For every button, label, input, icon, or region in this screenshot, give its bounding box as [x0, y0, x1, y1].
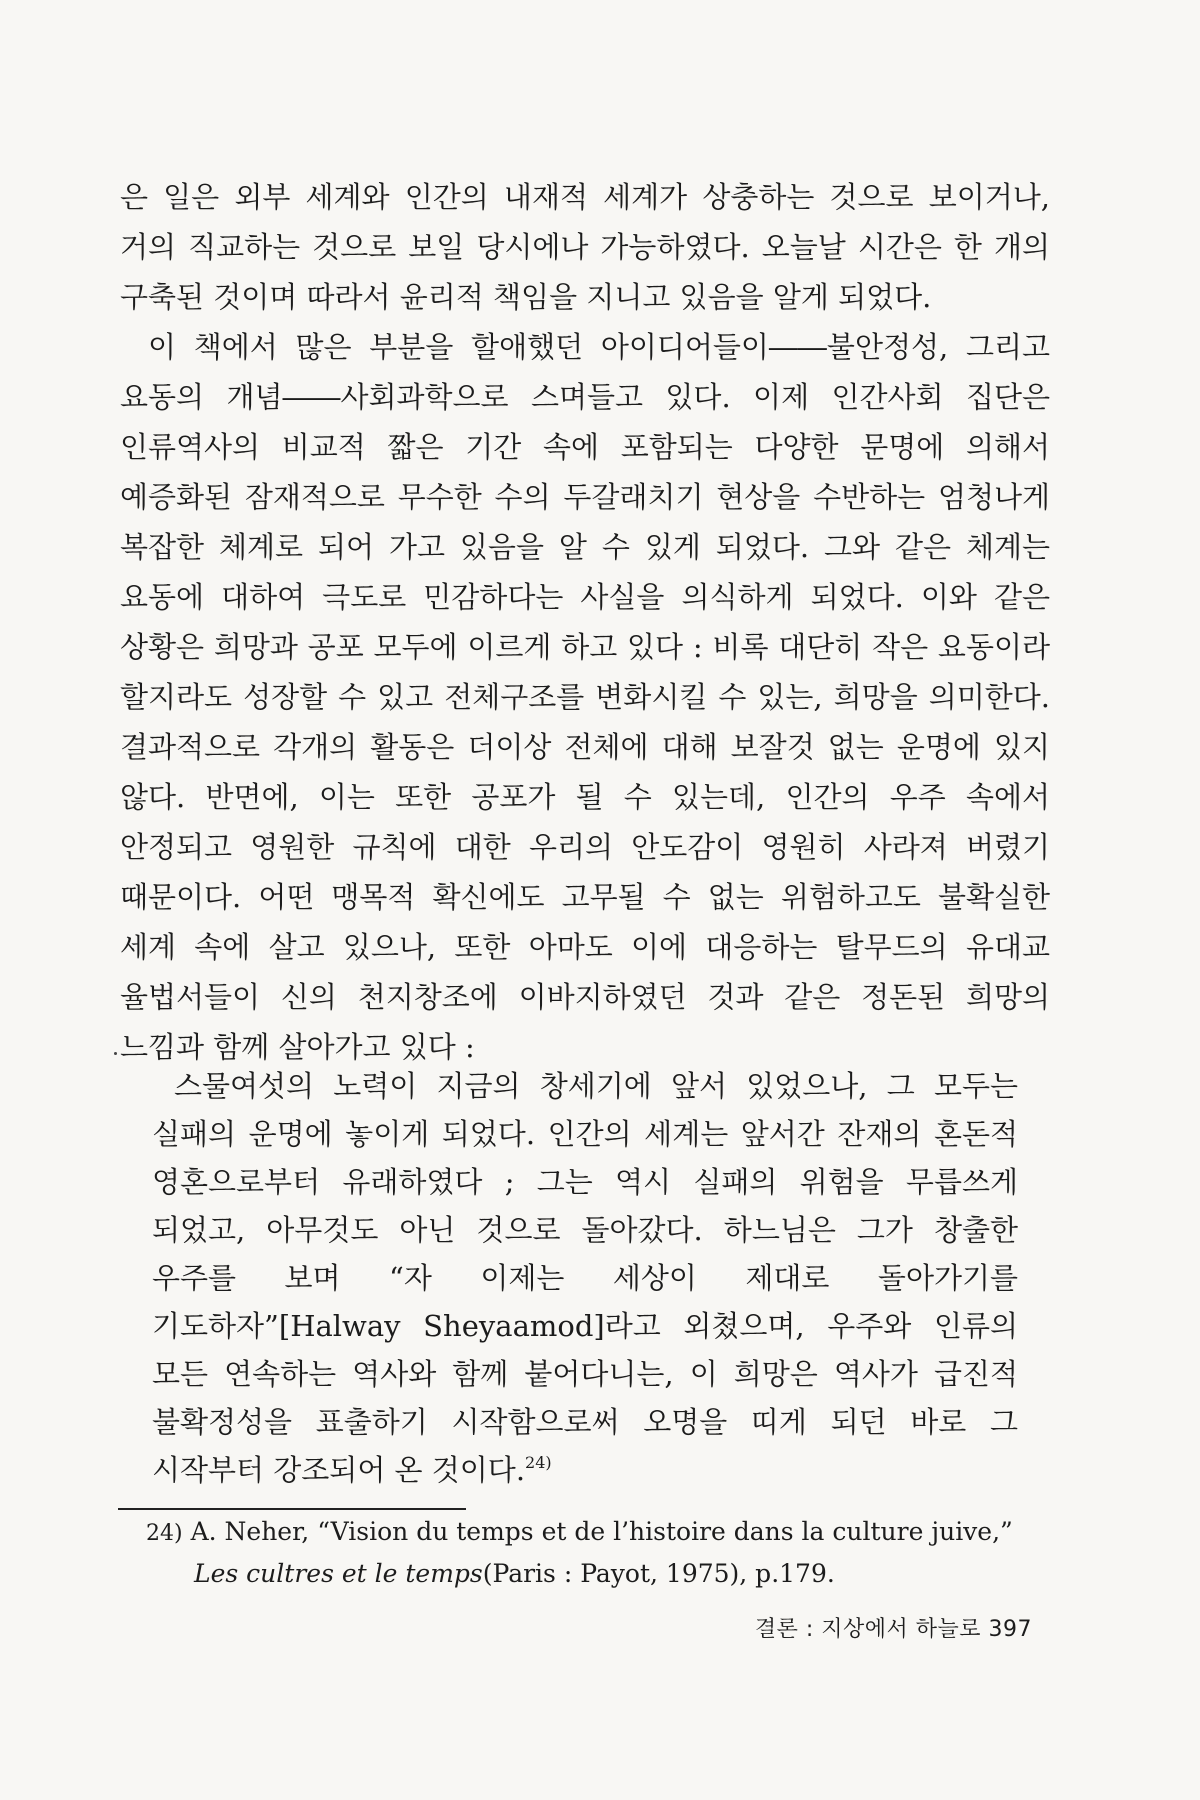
- footnote-number: 24): [146, 1521, 183, 1546]
- footnote-reference: 24): [525, 1453, 552, 1472]
- paragraph-1: 은 일은 외부 세계와 인간의 내재적 세계가 상충하는 것으로 보이거나, 거의 직교하는 것으로 보일 당시에나 가능하였다. 오늘날 시간은 한 개의 구축된 것이며 따라서 윤리적 책임을 지니고 있음을 알게 되었다.: [120, 180, 1050, 314]
- paragraph-2: 이 책에서 많은 부분을 할애했던 아이디어들이――불안정성, 그리고 요동의 개념――사회과학으로 스며들고 있다. 이제 인간사회 집단은 인류역사의 비교적 짧은 기간 속에 포함되는 다양한 문명에 의해서 예증화된 잠재적으로 무수한 수의 두갈래치기 현상을 수반하는 엄청나게 복잡한 체계로 되어 가고 있음을 알 수 있게 되었다. 그와 같은 체계는 요동에 대하여 극도로 민감하다는 사실을 의식하게 되었다. 이와 같은 상황은 희망과 공포 모두에 이르게 하고 있다 : 비록 대단히 작은 요동이라 할지라도 성장할 수 있고 전체구조를 변화시킬 수 있는, 희망을 의미한다. 결과적으로 각개의 활동은 더이상 전체에 대해 보잘것 없는 운명에 있지 않다. 반면에, 이는 또한 공포가 될 수 있는데, 인간의 우주 속에서 안정되고 영원한 규칙에 대한 우리의 안도감이 영원히 사라져 버렸기 때문이다. 어떤 맹목적 확신에도 고무될 수 없는 위험하고도 불확실한 세계 속에 살고 있으나, 또한 아마도 이에 대응하는 탈무드의 유대교 율법서들이 신의 천지창조에 이바지하였던 것과 같은 정돈된 희망의 느낌과 함께 살아가고 있다 :: [120, 330, 1050, 1064]
- footnote-separator: [118, 1508, 466, 1510]
- footnote: [146, 1512, 1066, 1594]
- body-text: [120, 172, 1050, 1072]
- footnote-line-1: [146, 1512, 1066, 1554]
- block-quote: [152, 1062, 1018, 1494]
- footnote-publication: (Paris : Payot, 1975), p.179.: [482, 1559, 835, 1588]
- footnote-citation: A. Neher, “Vision du temps et de l’histoire dans la culture juive,”: [190, 1517, 1013, 1546]
- quote-text: 스물여섯의 노력이 지금의 창세기에 앞서 있었으나, 그 모두는 실패의 운명에 놓이게 되었다. 인간의 세계는 앞서간 잔재의 혼돈적 영혼으로부터 유래하였다 ; 그는 역시 실패의 위험을 무릅쓰게 되었고, 아무것도 아닌 것으로 돌아갔다. 하느님은 그가 창출한 우주를 보며 “자 이제는 세상이 제대로 돌아가기를 기도하자”[Halway Sheyaamod]라고 외쳤으며, 우주와 인류의 모든 연속하는 역사와 함께 붙어다니는, 이 희망은 역사가 급진적 불확정성을 표출하기 시작함으로써 오명을 띠게 되던 바로 그 시작부터 강조되어 온 것이다.: [152, 1069, 1018, 1487]
- quote-paragraph: [152, 1062, 1018, 1494]
- footnote-book-title: Les cultres et le temps: [194, 1559, 483, 1588]
- stray-dot: [114, 1052, 117, 1055]
- footnote-line-2: [146, 1554, 1066, 1594]
- running-footer-page-number: 결론 : 지상에서 하늘로 397: [754, 1617, 1032, 1642]
